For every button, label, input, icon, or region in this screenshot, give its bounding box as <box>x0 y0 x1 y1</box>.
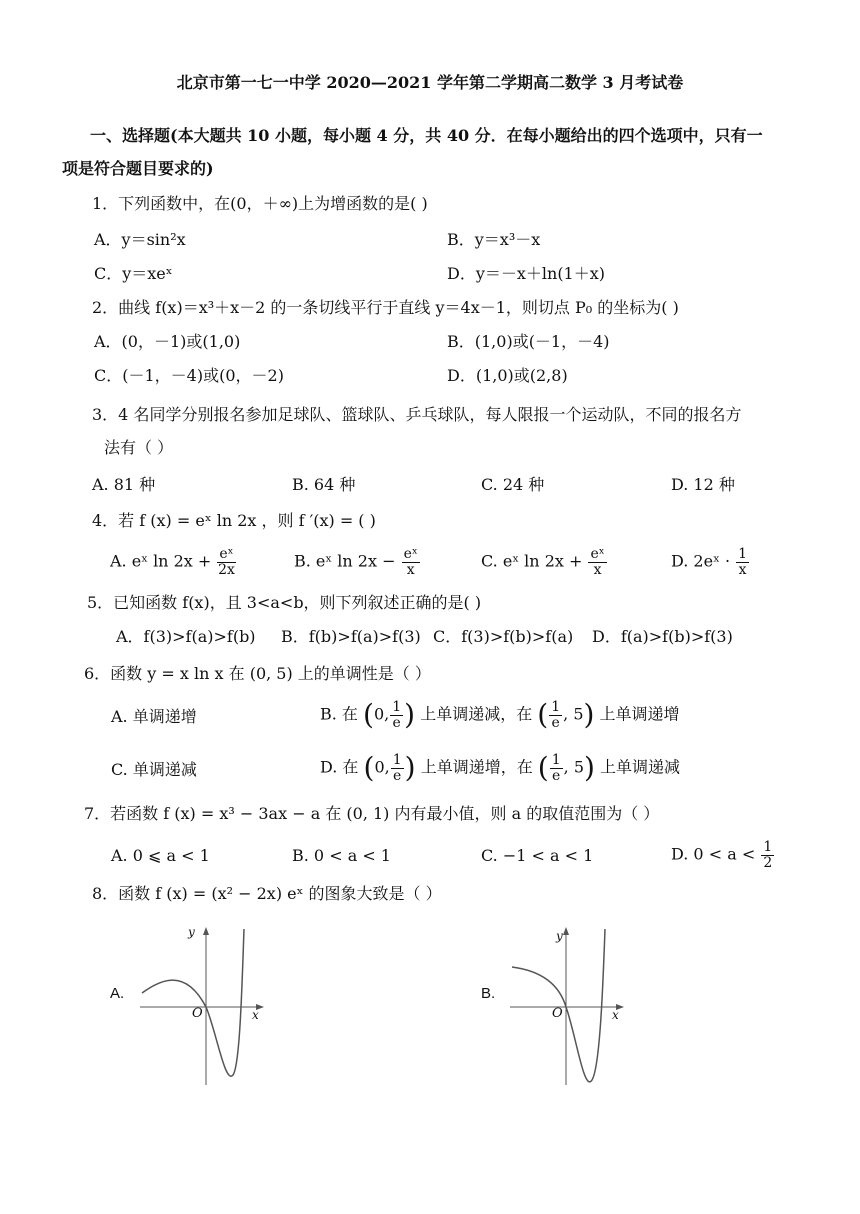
q5-option-c: C．f(3)>f(b)>f(a) <box>433 627 574 646</box>
q4-option-d-fraction <box>736 547 749 577</box>
q6-option-d <box>320 753 680 783</box>
q7-option-a: A. 0 ⩽ a < 1 <box>111 846 210 865</box>
left-paren: ( <box>363 751 375 785</box>
q4-option-b-fraction <box>402 547 420 577</box>
numerator: 1 <box>551 699 561 715</box>
numerator: 1 <box>392 752 402 768</box>
left-paren: ( <box>537 751 549 785</box>
denominator: x <box>593 561 602 578</box>
q6-option-d-post: 上单调递减 <box>600 757 681 777</box>
interval-right: , 5 <box>563 704 584 724</box>
q2-option-d: D．(1,0)或(2,8) <box>447 366 568 385</box>
denominator: x <box>738 561 747 578</box>
q3-stem-line1: 3．4 名同学分别报名参加足球队、篮球队、乒乓球队，每人限报一个运动队，不同的报名方 <box>92 405 742 424</box>
q7-option-d <box>671 840 775 870</box>
q2-stem: 2．曲线 f(x)＝x³＋x－2 的一条切线平行于直线 y＝4x－1，则切点 P₀ 的坐标为( ) <box>92 298 679 317</box>
numerator: 1 <box>738 546 748 562</box>
q6-option-b <box>320 700 680 730</box>
y-arrow <box>203 927 209 935</box>
numerator: 1 <box>392 699 402 715</box>
denominator: 2x <box>218 561 235 578</box>
q6-option-b-mid: 上单调递减，在 <box>420 704 533 724</box>
exam-title: 北京市第一七一中学 2020—2021 学年第二学期高二数学 3 月考试卷 <box>176 73 684 92</box>
graph-a-origin-label: O <box>192 1006 203 1021</box>
q3-option-c: C. 24 种 <box>481 475 545 494</box>
q3-stem-line2: 法有（ ） <box>104 438 174 457</box>
q7-option-b: B. 0 < a < 1 <box>292 846 391 865</box>
q4-option-d <box>671 547 750 577</box>
q6-option-c: C. 单调递减 <box>111 760 197 779</box>
interval-left: 0, <box>374 757 390 777</box>
q1-option-a: A．y＝sin²x <box>94 230 186 249</box>
q6-stem: 6．函数 y = x ln x 在 (0, 5) 上的单调性是（ ） <box>84 664 431 683</box>
q1-stem: 1．下列函数中，在(0，＋∞)上为增函数的是( ) <box>92 194 428 213</box>
q2-option-a: A．(0，－1)或(1,0) <box>94 332 241 351</box>
q4-option-a-fraction <box>217 547 235 577</box>
q6-option-b-prefix: B. 在 <box>320 704 358 724</box>
denominator: e <box>393 767 402 784</box>
interval-fraction <box>390 700 403 730</box>
numerator: 1 <box>763 839 773 855</box>
interval-fraction <box>549 700 562 730</box>
q4-option-a <box>110 547 237 577</box>
numerator: eˣ <box>403 546 418 562</box>
q7-option-d-prefix: D. 0 < a < <box>671 844 756 864</box>
q4-option-d-prefix: D. 2eˣ · <box>671 551 731 571</box>
interval-left: 0, <box>373 704 390 724</box>
denominator: x <box>406 561 415 578</box>
graph-a-x-label: x <box>252 1008 259 1022</box>
q1-option-c: C．y＝xeˣ <box>94 264 173 283</box>
q7-option-c: C. −1 < a < 1 <box>481 846 594 865</box>
section-header-line1: 一、选择题(本大题共 10 小题，每小题 4 分，共 40 分．在每小题给出的四个选项中，只有一 <box>90 126 763 145</box>
right-paren: ) <box>404 751 416 785</box>
q3-option-b: B. 64 种 <box>292 475 356 494</box>
q4-option-c-fraction <box>588 547 606 577</box>
interval-fraction <box>391 753 404 783</box>
numerator: 1 <box>551 752 561 768</box>
q8-stem: 8．函数 f (x) = (x² − 2x) eˣ 的图象大致是（ ） <box>92 884 442 903</box>
q6-option-a: A. 单调递增 <box>111 707 197 726</box>
q6-option-d-prefix: D. 在 <box>320 757 359 777</box>
denominator: e <box>552 767 561 784</box>
section-header-line2: 项是符合题目要求的) <box>62 159 214 178</box>
q4-option-b <box>294 547 421 577</box>
q4-option-c <box>481 547 608 577</box>
q2-option-c: C．(－1，－4)或(0，－2) <box>94 366 284 385</box>
q5-stem: 5．已知函数 f(x)，且 3<a<b，则下列叙述正确的是( ) <box>87 593 482 612</box>
q4-option-c-prefix: C. eˣ ln 2x + <box>481 551 583 571</box>
q4-stem: 4．若 f (x) = eˣ ln 2x ，则 f ′(x) = ( ) <box>92 511 376 530</box>
q1-option-d: D．y＝－x＋ln(1＋x) <box>447 264 606 283</box>
q6-option-b-post: 上单调递增 <box>599 704 680 724</box>
right-paren: ) <box>584 751 595 785</box>
right-paren: ) <box>583 698 595 732</box>
q3-option-d: D. 12 种 <box>671 475 735 494</box>
q5-option-d: D．f(a)>f(b)>f(3) <box>592 627 733 646</box>
q3-option-a: A. 81 种 <box>92 475 156 494</box>
graph-b-y-label: y <box>556 929 563 943</box>
numerator: eˣ <box>590 546 605 562</box>
q4-option-a-prefix: A. eˣ ln 2x + <box>110 551 212 571</box>
graph-a-label: A. <box>110 985 125 1002</box>
graph-b-label: B. <box>481 985 496 1002</box>
left-paren: ( <box>363 698 374 732</box>
interval-right: , 5 <box>563 757 585 777</box>
denominator: 2 <box>763 854 773 871</box>
q5-option-b: B．f(b)>f(a)>f(3) <box>281 627 421 646</box>
denominator: e <box>392 714 401 731</box>
q1-option-b: B．y＝x³－x <box>447 230 541 249</box>
q7-option-d-fraction <box>761 840 774 870</box>
q4-option-b-prefix: B. eˣ ln 2x − <box>294 551 396 571</box>
graph-b-origin-label: O <box>552 1006 563 1021</box>
right-paren: ) <box>404 698 416 732</box>
graph-b-x-label: x <box>612 1008 619 1022</box>
numerator: eˣ <box>219 546 234 562</box>
y-arrow <box>563 927 569 935</box>
q7-stem: 7．若函数 f (x) = x³ − 3ax − a 在 (0, 1) 内有最小值，则 a 的取值范围为（ ） <box>84 804 660 823</box>
denominator: e <box>551 714 560 731</box>
graph-a-y-label: y <box>188 925 195 939</box>
q6-option-d-mid: 上单调递增，在 <box>420 757 533 777</box>
q5-option-a: A．f(3)>f(a)>f(b) <box>116 627 256 646</box>
interval-fraction <box>550 753 563 783</box>
curve <box>142 929 244 1076</box>
graph-b <box>500 925 640 1090</box>
q2-option-b: B．(1,0)或(－1，－4) <box>447 332 610 351</box>
left-paren: ( <box>537 698 549 732</box>
